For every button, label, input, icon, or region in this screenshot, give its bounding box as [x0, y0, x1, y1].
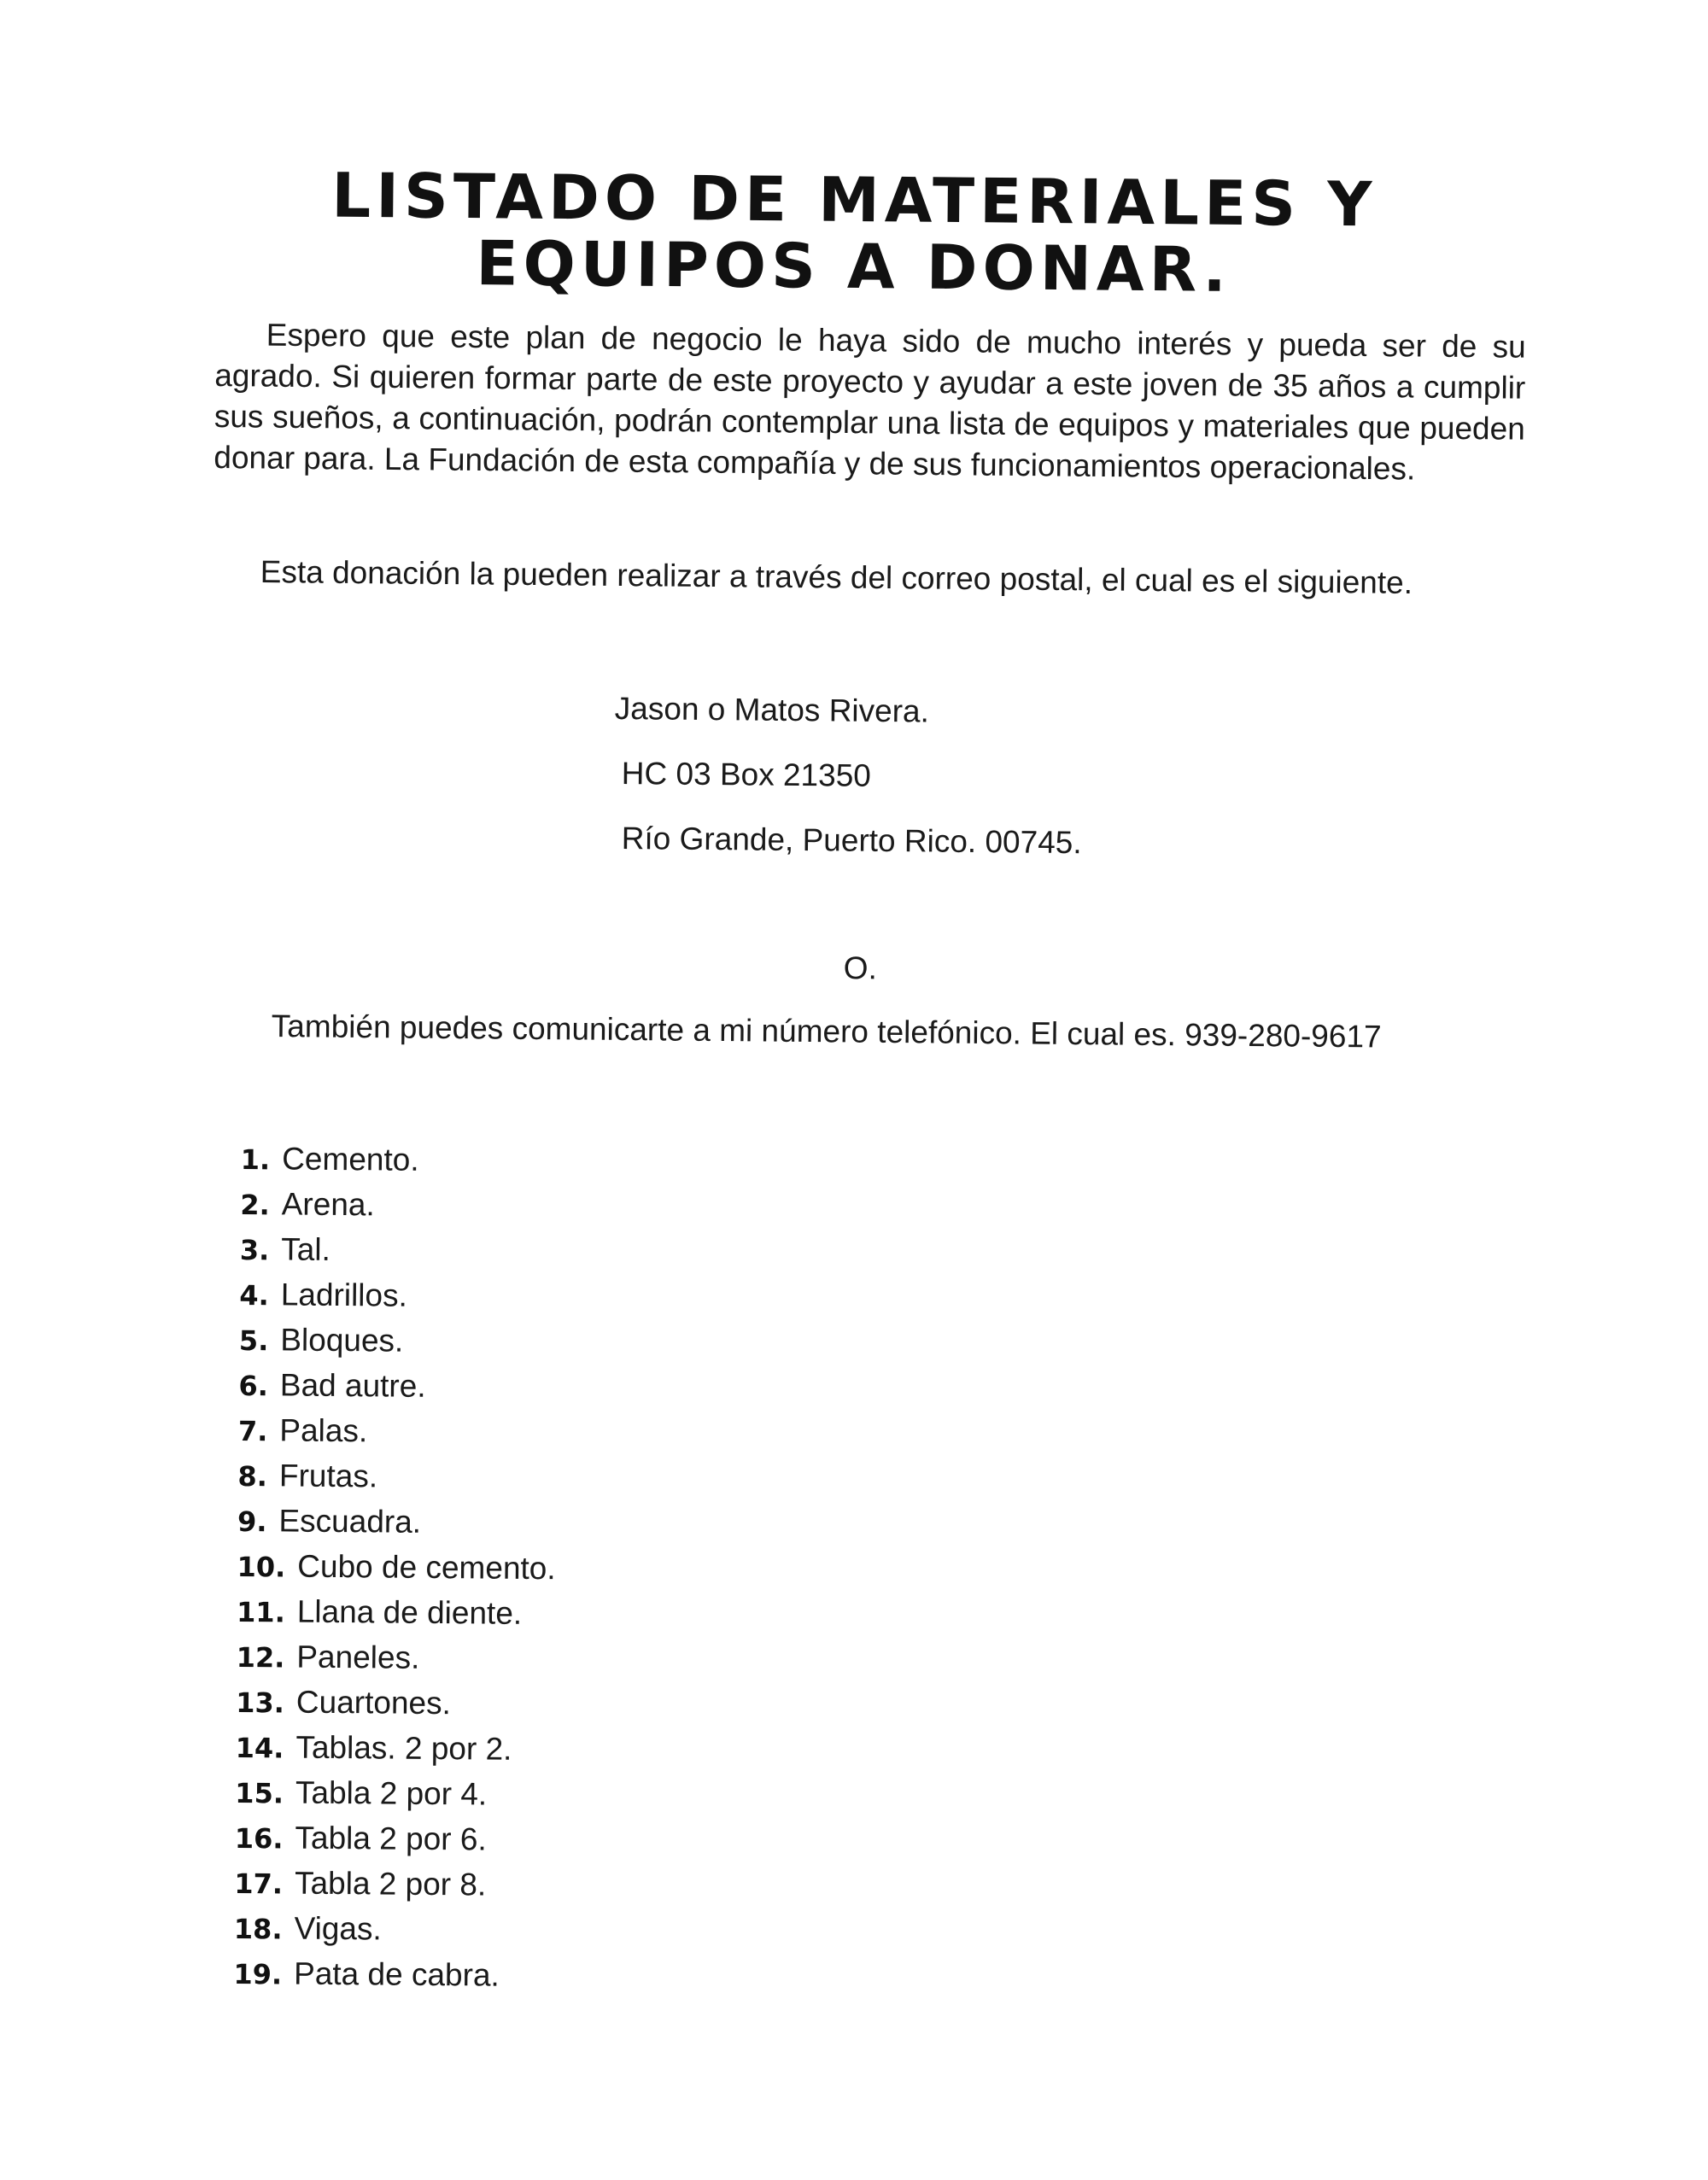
item-label: Vigas. — [294, 1910, 382, 1947]
list-item — [234, 1905, 553, 1953]
list-item — [237, 1498, 556, 1546]
intro-paragraph: Espero que este plan de negocio le haya sido de mucho interés y pueda ser de su agrado. Si quieren formar parte de este proyecto y ayudar a este joven de 35 años a cumplir sus sueños, a continuación, podrán contemplar una lista de equipos y materiales que pueden donar para. La Fundación de esta compañía y de sus funcionamientos operacionales. — [214, 317, 1526, 487]
list-item — [240, 1181, 559, 1229]
item-number: 8. — [237, 1459, 268, 1493]
item-label: Cuartones. — [295, 1684, 452, 1721]
item-label: Escuadra. — [278, 1503, 422, 1540]
list-item — [241, 1136, 559, 1184]
address-box: HC 03 Box 21350 — [621, 755, 872, 793]
list-item — [237, 1543, 555, 1591]
list-item — [235, 1769, 553, 1817]
list-item — [234, 1860, 553, 1908]
item-number: 19. — [233, 1957, 283, 1991]
item-label: Tablas. 2 por 2. — [295, 1729, 512, 1767]
item-label: Palas. — [279, 1412, 368, 1449]
materials-list — [233, 1136, 559, 1998]
item-label: Tabla 2 por 8. — [294, 1865, 487, 1902]
donation-paragraph: Esta donación la pueden realizar a través del correo postal, el cual es el siguiente. — [260, 553, 1413, 600]
phone-paragraph: También puedes comunicarte a mi número telefónico. El cual es. 939-280-9617 — [271, 1008, 1382, 1055]
item-label: Tabla 2 por 6. — [295, 1820, 487, 1857]
item-label: Tabla 2 por 4. — [295, 1774, 488, 1812]
item-label: Paneles. — [296, 1639, 420, 1675]
item-number: 2. — [240, 1188, 270, 1222]
or-separator: O. — [843, 950, 878, 986]
item-number: 11. — [236, 1595, 285, 1629]
item-number: 7. — [237, 1414, 268, 1448]
item-label: Bad autre. — [279, 1367, 426, 1404]
item-number: 12. — [236, 1640, 285, 1674]
address-city: Río Grande, Puerto Rico. 00745. — [621, 820, 1082, 861]
list-item — [233, 1950, 552, 1998]
item-label: Frutas. — [278, 1458, 378, 1494]
item-label: Ladrillos. — [280, 1277, 408, 1313]
list-item — [236, 1724, 554, 1772]
title-line-2: EQUIPOS A DONAR. — [476, 227, 1232, 306]
item-number: 1. — [240, 1143, 271, 1177]
item-number: 10. — [237, 1550, 286, 1584]
title-line-1: LISTADO DE MATERIALES Y — [330, 159, 1378, 241]
item-number: 15. — [235, 1776, 284, 1810]
item-number: 16. — [234, 1821, 284, 1856]
list-item — [238, 1407, 557, 1455]
item-label: Cemento. — [282, 1141, 419, 1178]
item-number: 5. — [238, 1324, 269, 1358]
page-title — [255, 161, 1452, 305]
list-item — [236, 1634, 554, 1681]
list-item — [238, 1362, 557, 1410]
item-label: Cubo de cemento. — [297, 1548, 556, 1587]
item-number: 4. — [239, 1278, 269, 1312]
item-number: 13. — [236, 1686, 285, 1720]
item-number: 6. — [238, 1369, 269, 1403]
item-label: Bloques. — [280, 1322, 404, 1359]
item-label: Pata de cabra. — [293, 1955, 500, 1993]
item-number: 3. — [239, 1233, 270, 1267]
list-item — [235, 1815, 553, 1862]
list-item — [237, 1588, 555, 1636]
list-item — [236, 1679, 554, 1727]
item-label: Tal. — [281, 1231, 331, 1267]
list-item — [237, 1452, 556, 1500]
item-number: 14. — [235, 1731, 284, 1765]
list-item — [240, 1226, 559, 1274]
item-number: 9. — [237, 1505, 267, 1539]
item-label: Llana de diente. — [296, 1593, 523, 1631]
item-number: 18. — [233, 1912, 283, 1946]
item-number: 17. — [234, 1867, 284, 1901]
address-name: Jason o Matos Rivera. — [614, 690, 930, 729]
list-item — [239, 1317, 558, 1365]
list-item — [239, 1271, 558, 1319]
item-label: Arena. — [281, 1186, 375, 1223]
